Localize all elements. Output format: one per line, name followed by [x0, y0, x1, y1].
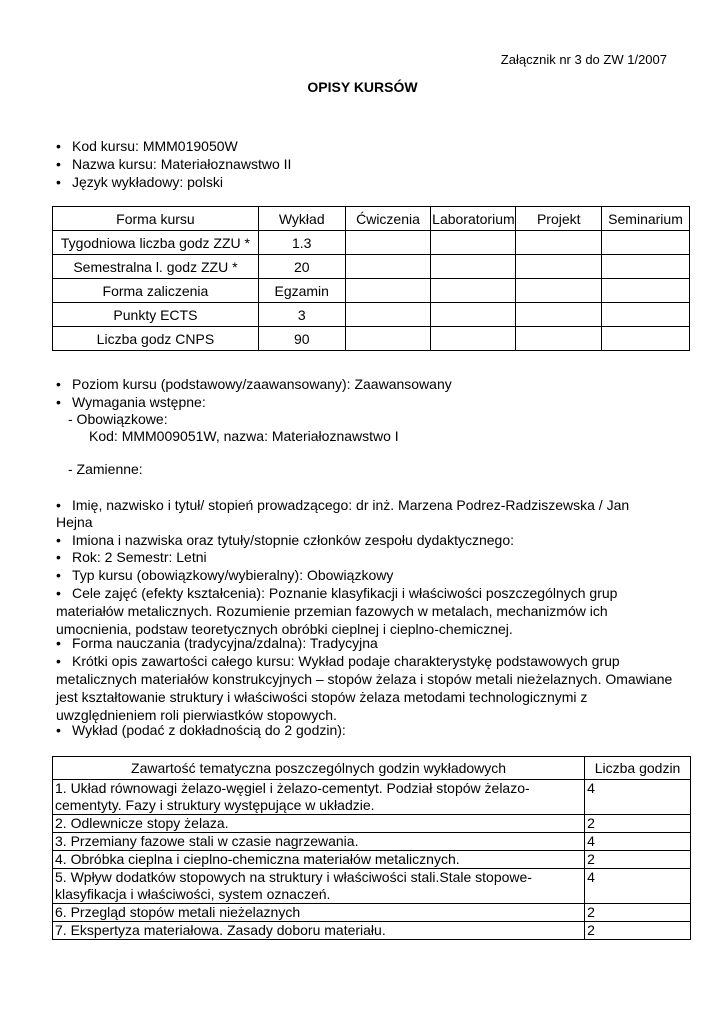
header-cell: Seminarium	[602, 207, 690, 231]
bullet: •	[56, 497, 61, 513]
table-cell: Egzamin	[258, 279, 345, 303]
table-row	[53, 255, 690, 279]
table-row	[53, 904, 691, 922]
table-cell	[602, 231, 690, 255]
bullet: •	[56, 174, 61, 190]
table-header-row	[53, 757, 691, 780]
bullet: •	[56, 532, 61, 548]
table-row	[53, 922, 691, 940]
hours-cell: 2	[585, 922, 691, 940]
topic-cell: 5. Wpływ dodatków stopowych na struktury i właściwości stali.Stale stopowe-klasyfikacja i właściwości, system oznaczeń.	[53, 869, 585, 904]
table-cell	[431, 303, 516, 327]
table-cell	[345, 279, 431, 303]
table-cell: Liczba godz CNPS	[53, 327, 259, 351]
hours-cell: 2	[585, 851, 691, 869]
bullet: •	[56, 567, 61, 583]
header-cell: Wykład	[258, 207, 345, 231]
table-cell	[345, 327, 431, 351]
annex-label: Załącznik nr 3 do ZW 1/2007	[500, 52, 667, 67]
table-cell	[345, 231, 431, 255]
hours-cell: 2	[585, 904, 691, 922]
course-goals: • Cele zajęć (efekty kształcenia): Poznanie klasyfikacji i właściwości poszczególnych grup materiałów metalicznych. Rozumienie przemian fazowych w metalach, mechanizmów ich umocnienia, podstaw teoretycznych obróbki cieplnej i cieplno-chemicznej.	[56, 585, 618, 637]
bullet: •	[56, 394, 61, 410]
topic-cell: 2. Odlewnicze stopy żelaza.	[53, 815, 585, 833]
table-row	[53, 327, 690, 351]
table-row	[53, 815, 691, 833]
hours-cell: 2	[585, 815, 691, 833]
header-cell: Zawartość tematyczna poszczególnych godzin wykładowych	[53, 757, 585, 780]
hours-cell: 4	[585, 780, 691, 815]
hours-cell: 4	[585, 869, 691, 904]
table-cell	[602, 279, 690, 303]
table-cell	[431, 327, 516, 351]
table-cell	[431, 231, 516, 255]
table-row	[53, 303, 690, 327]
table-cell: Punkty ECTS	[53, 303, 259, 327]
forms-table	[52, 206, 690, 351]
course-description: • Krótki opis zawartości całego kursu: Wykład podaje charakterystykę podstawowych grup metalicznych materiałów konstrukcyjnych – stopów żelaza i stopów metali nieżelaznych. Omawiane jest kształtowanie struktury i właściwości stopów żelaza metodami technologicznymi z uwzględnieniem roli pierwiastków stopowych.	[56, 653, 673, 723]
table-cell: 20	[258, 255, 345, 279]
table-row	[53, 851, 691, 869]
table-row	[53, 780, 691, 815]
topic-cell: 3. Przemiany fazowe stali w czasie nagrzewania.	[53, 833, 585, 851]
bullet: •	[56, 635, 61, 651]
header-cell: Forma kursu	[53, 207, 259, 231]
table-header-row	[53, 207, 690, 231]
bullet: •	[56, 549, 61, 565]
table-row	[53, 869, 691, 904]
bullet: •	[56, 376, 61, 392]
bullet: •	[56, 156, 61, 172]
table-cell	[431, 255, 516, 279]
table-cell: Semestralna l. godz ZZU *	[53, 255, 259, 279]
header-cell: Laboratorium	[431, 207, 516, 231]
table-cell	[516, 231, 602, 255]
topic-cell: 4. Obróbka cieplna i cieplno-chemiczna materiałów metalicznych.	[53, 851, 585, 869]
topic-cell: 6. Przegląd stopów metali nieżelaznych	[53, 904, 585, 922]
table-cell: Tygodniowa liczba godz ZZU *	[53, 231, 259, 255]
topics-table	[52, 756, 691, 940]
table-cell	[602, 327, 690, 351]
mandatory-label: - Obowiązkowe:	[68, 411, 168, 427]
table-cell	[516, 279, 602, 303]
bullet: •	[56, 722, 61, 738]
page-title: OPISY KURSÓW	[307, 79, 418, 95]
header-cell: Liczba godzin	[585, 757, 691, 780]
table-cell: 90	[258, 327, 345, 351]
hours-cell: 4	[585, 833, 691, 851]
header-cell: Ćwiczenia	[345, 207, 431, 231]
table-cell	[345, 255, 431, 279]
lecturer-continued: Hejna	[56, 514, 93, 530]
topic-cell: 7. Ekspertyza materiałowa. Zasady doboru materiału.	[53, 922, 585, 940]
table-cell	[345, 303, 431, 327]
table-cell: 3	[258, 303, 345, 327]
mandatory-value: Kod: MMM009051W, nazwa: Materiałoznawstwo I	[89, 428, 399, 444]
table-cell	[516, 255, 602, 279]
table-row	[53, 279, 690, 303]
bullet: •	[56, 653, 61, 669]
bullet: •	[56, 585, 61, 601]
alternative-label: - Zamienne:	[68, 461, 143, 477]
table-cell: 1.3	[258, 231, 345, 255]
table-cell	[516, 303, 602, 327]
table-cell	[602, 255, 690, 279]
table-cell	[602, 303, 690, 327]
table-row	[53, 231, 690, 255]
table-row	[53, 833, 691, 851]
table-cell	[431, 279, 516, 303]
header-cell: Projekt	[516, 207, 602, 231]
bullet: •	[56, 138, 61, 154]
table-cell	[516, 327, 602, 351]
topic-cell: 1. Układ równowagi żelazo-węgiel i żelazo-cementyt. Podział stopów żelazo-cementyty. Fazy i struktury występujące w układzie.	[53, 780, 585, 815]
table-cell: Forma zaliczenia	[53, 279, 259, 303]
